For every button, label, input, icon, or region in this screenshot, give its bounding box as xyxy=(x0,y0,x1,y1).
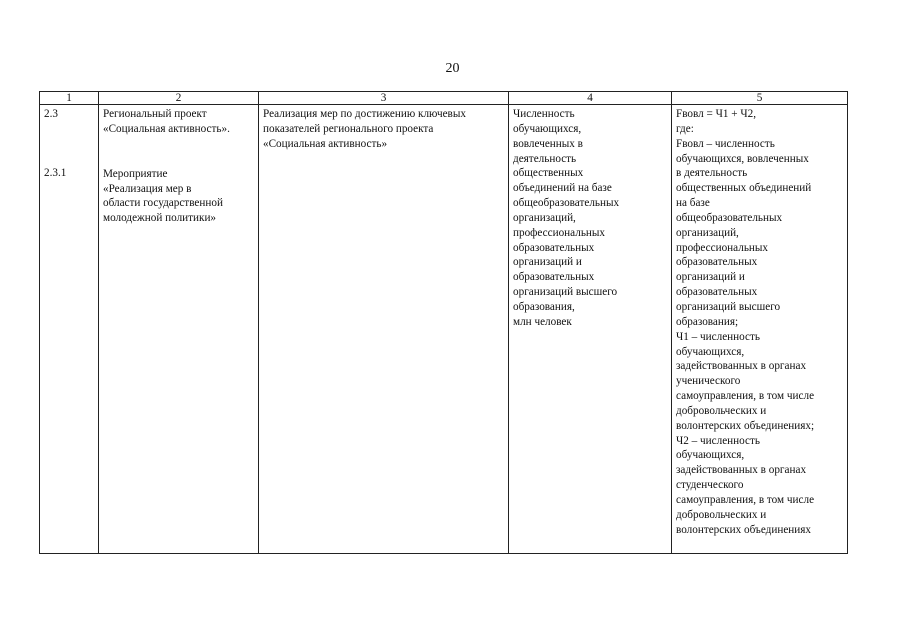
formula-line: самоуправления, в том числе xyxy=(676,493,815,506)
indicator-line: профессиональных xyxy=(513,226,606,239)
row-number-main: 2.3 xyxy=(44,108,58,120)
header-cell-1: 1 xyxy=(40,92,99,105)
measure-cell xyxy=(259,105,509,554)
measure-line: показателей регионального проекта xyxy=(263,122,434,135)
indicator-line: образовательных xyxy=(513,241,595,254)
formula-line: образовательных xyxy=(676,256,758,269)
formula-line: добровольческих и xyxy=(676,508,767,521)
header-cell-4: 4 xyxy=(509,92,672,105)
formula-line: волонтерских объединениях xyxy=(676,523,811,536)
formula-line: общественных объединений xyxy=(676,182,812,195)
indicator-line: образовательных xyxy=(513,271,595,284)
formula-line: добровольческих и xyxy=(676,404,767,417)
project-line: «Социальная активность». xyxy=(103,122,230,135)
formula-cell xyxy=(672,105,848,554)
formula-line: ученического xyxy=(676,375,741,388)
project-cell xyxy=(99,105,259,554)
number-cell xyxy=(40,105,99,554)
formula-line: обучающихся, xyxy=(676,449,745,462)
activity-line: молодежной политики» xyxy=(103,212,217,225)
indicator-line: организаций, xyxy=(513,211,576,224)
header-cell-2: 2 xyxy=(99,92,259,105)
formula-line: на базе xyxy=(676,197,710,210)
indicator-line: образования, xyxy=(513,300,575,313)
indicator-line: обучающихся, xyxy=(513,122,582,135)
header-cell-5: 5 xyxy=(672,92,848,105)
table-row xyxy=(40,105,848,554)
indicator-cell xyxy=(509,105,672,554)
indicator-line: объединений на базе xyxy=(513,182,612,195)
formula-line: Fвовл = Ч1 + Ч2, xyxy=(676,108,757,120)
indicator-line: организаций и xyxy=(513,256,582,269)
table-header-row xyxy=(40,92,848,105)
indicator-line: организаций высшего xyxy=(513,286,618,299)
activity-line: «Реализация мер в xyxy=(103,182,192,195)
formula-line: Ч1 – численность xyxy=(676,330,760,343)
formula-line: обучающихся, xyxy=(676,345,745,358)
formula-line: Fвовл – численность xyxy=(676,137,775,150)
formula-line: образования; xyxy=(676,315,739,328)
indicator-line: общественных xyxy=(513,167,584,180)
formula-line: самоуправления, в том числе xyxy=(676,390,815,403)
formula-line: задействованных в органах xyxy=(676,360,807,373)
formula-line: организаций, xyxy=(676,226,739,239)
indicator-line: деятельность xyxy=(513,152,577,165)
formula-line: волонтерских объединениях; xyxy=(676,419,815,432)
indicator-line: общеобразовательных xyxy=(513,197,620,210)
page-number: 20 xyxy=(445,61,460,76)
project-line: Региональный проект xyxy=(103,108,207,120)
formula-line: студенческого xyxy=(676,479,744,492)
spacer xyxy=(103,137,254,167)
indicator-line: млн человек xyxy=(513,315,572,328)
measure-line: «Социальная активность» xyxy=(263,137,388,150)
formula-line: в деятельность xyxy=(676,167,748,180)
indicator-line: Численность xyxy=(513,108,575,120)
formula-line: обучающихся, вовлеченных xyxy=(676,152,809,165)
activity-line: области государственной xyxy=(103,197,223,210)
header-cell-3: 3 xyxy=(259,92,509,105)
formula-line: задействованных в органах xyxy=(676,464,807,477)
formula-line: где: xyxy=(676,122,694,135)
formula-line: профессиональных xyxy=(676,241,769,254)
measure-line: Реализация мер по достижению ключевых xyxy=(263,108,466,120)
formula-line: организаций и xyxy=(676,271,745,284)
indicator-line: вовлеченных в xyxy=(513,137,583,150)
activity-line: Мероприятие xyxy=(103,167,168,180)
formula-line: организаций высшего xyxy=(676,300,781,313)
spacer xyxy=(44,122,94,166)
formula-line: общеобразовательных xyxy=(676,211,783,224)
formula-line: образовательных xyxy=(676,286,758,299)
formula-line: Ч2 – численность xyxy=(676,434,760,447)
indicator-table xyxy=(39,91,848,554)
row-number-sub: 2.3.1 xyxy=(44,166,67,179)
